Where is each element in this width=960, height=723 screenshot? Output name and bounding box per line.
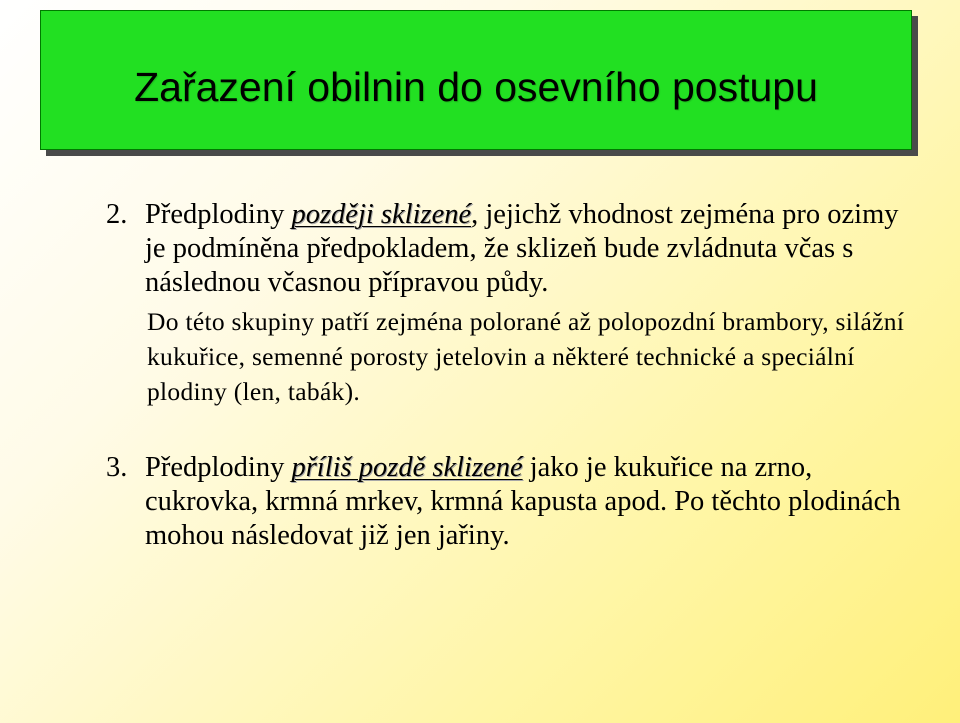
item-emphasis: příliš pozdě sklizené [291, 452, 523, 483]
item-2-detail: Do této skupiny patří zejména polorané až polopozdní brambory, silážní kukuřice, semenné porosty jetelovin a některé technické a speciální plodiny (len, tabák). [147, 307, 905, 406]
slide-title: Zařazení obilnin do osevního postupu [134, 63, 818, 110]
item-number: 3. [106, 452, 128, 483]
item-emphasis: později sklizené [291, 199, 472, 230]
slide-content [0, 198, 960, 553]
item-text-after: , jejichž vhodnost zejména pro ozimy je podmíněna předpokladem, že sklizeň bude zvládnuta včas s následnou včasnou přípravou půdy. [145, 199, 899, 298]
item-text-before: Předplodiny [145, 452, 292, 483]
item-number: 2. [106, 199, 128, 230]
item-text-after: jako je kukuřice na zrno, cukrovka, krmná mrkev, krmná kapusta apod. Po těchto plodinách mohou následovat již jen jařiny. [145, 452, 901, 551]
item-text-before: Předplodiny [145, 199, 292, 230]
list-item-3 [0, 451, 960, 553]
title-banner [40, 10, 912, 150]
list-item-2 [0, 198, 960, 300]
